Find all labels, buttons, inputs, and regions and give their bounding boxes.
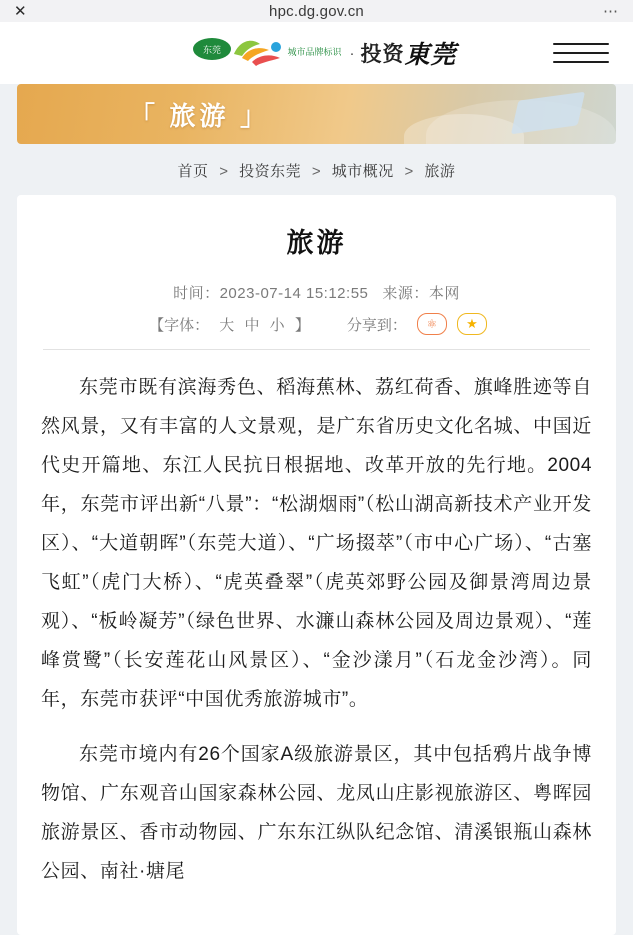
address-bar-url[interactable]: hpc.dg.gov.cn <box>269 2 364 20</box>
banner-title: 「 旅游 」 <box>129 101 271 131</box>
weibo-share-icon[interactable]: ⚛ <box>417 313 447 335</box>
breadcrumb-item-invest[interactable]: 投资东莞 <box>239 163 302 180</box>
breadcrumb-separator: > <box>219 163 229 180</box>
time-label: 时间： <box>173 285 220 302</box>
share-group <box>347 313 487 335</box>
breadcrumb-item-city-overview[interactable]: 城市概况 <box>331 163 394 180</box>
breadcrumb <box>0 144 633 195</box>
article-paragraph: 东莞市境内有26个国家A级旅游景区，其中包括鸦片战争博物馆、广东观音山国家森林公园、龙凤山庄影视旅游区、粤晖园旅游景区、香市动物园、广东东江纵队纪念馆、清溪银瓶山森林公园、南社·塘尾 <box>41 744 592 882</box>
source-label: 来源： <box>382 285 429 302</box>
font-size-picker <box>146 314 313 335</box>
svg-text:东莞: 东莞 <box>203 45 222 55</box>
logo-separator: · <box>349 44 355 62</box>
site-logo[interactable] <box>154 35 456 71</box>
hamburger-menu-icon[interactable] <box>553 36 609 70</box>
breadcrumb-separator: > <box>311 163 322 180</box>
article-paragraph: 东莞市既有滨海秀色、稻海蕉林、荔红荷香、旗峰胜迹等自然风景，又有丰富的人文景观，是广东省历史文化名城、中国近代史开篇地、东江人民抗日根据地、改革开放的先行地。2004年，东莞市评出新“八景”：“松湖烟雨”（松山湖高新技术产业开发区）、“大道朝晖”（东莞大道）、“广场掇萃”（市中心广场）、“古塞飞虹”（虎门大桥）、“虎英叠翠”（虎英郊野公园及御景湾周边景观）、“板岭凝芳”（绿色世界、水濂山森林公园及周边景观）、“莲峰赏鹭”（长安莲花山风景区）、“金沙漾月”（石龙金沙湾）。同年，东莞市获评“中国优秀旅游城市”。 <box>41 377 592 710</box>
page-title: 旅游 <box>286 228 347 258</box>
article-body <box>41 368 592 891</box>
favorite-star-icon[interactable]: ★ <box>457 313 487 335</box>
logo-city-label: 東莞 <box>404 42 457 69</box>
article-card <box>17 195 616 935</box>
site-header <box>0 22 633 84</box>
page-banner <box>17 84 616 144</box>
breadcrumb-item-tourism[interactable]: 旅游 <box>424 163 456 180</box>
logo-subtext: 城市品牌标识 <box>287 47 342 58</box>
dongguan-logo-icon <box>190 36 341 70</box>
breadcrumb-separator: > <box>404 163 414 180</box>
article-tools <box>41 313 592 335</box>
logo-invest-label: 投资 <box>360 42 405 66</box>
meta-divider <box>43 349 590 350</box>
font-size-medium[interactable]: 中 <box>244 316 260 334</box>
breadcrumb-item-home[interactable]: 首页 <box>177 163 209 180</box>
close-icon[interactable]: ✕ <box>14 2 27 20</box>
font-size-small[interactable]: 小 <box>269 316 285 334</box>
source-value: 本网 <box>428 285 460 302</box>
more-options-icon[interactable]: ⋯ <box>603 2 619 20</box>
share-label: 分享到： <box>346 316 407 334</box>
font-label-close: 】 <box>294 316 310 334</box>
font-label-open: 【字体： <box>149 316 210 334</box>
browser-top-bar <box>0 0 633 22</box>
font-size-large[interactable]: 大 <box>219 316 235 334</box>
time-value: 2023-07-14 15:12:55 <box>219 285 369 302</box>
article-meta <box>41 282 592 303</box>
